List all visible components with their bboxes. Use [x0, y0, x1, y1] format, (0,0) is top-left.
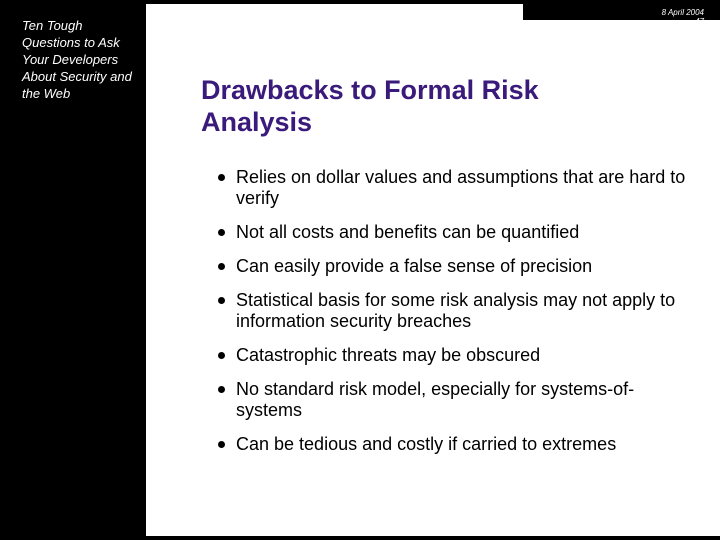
page-number: 47	[695, 17, 704, 26]
bullet-dot-icon	[218, 352, 225, 359]
bullet-item	[218, 256, 688, 277]
date-text: 8 April 2004	[661, 8, 704, 17]
bullet-item	[218, 345, 688, 366]
bullet-dot-icon	[218, 174, 225, 181]
bullet-item	[218, 379, 688, 421]
bullet-item	[218, 290, 688, 332]
bullet-item	[218, 167, 688, 209]
bullet-list	[218, 167, 688, 468]
bullet-text: No standard risk model, especially for systems-of-systems	[236, 379, 635, 420]
slide-title: Drawbacks to Formal Risk Analysis	[201, 75, 539, 137]
header-corner	[523, 4, 720, 26]
bullet-text: Catastrophic threats may be obscured	[236, 345, 541, 365]
bullet-item	[218, 434, 688, 455]
bullet-item	[218, 222, 688, 243]
bullet-text: Statistical basis for some risk analysis may not apply to information security breaches	[236, 290, 676, 331]
sidebar-title: Ten Tough Questions to Ask Your Developers About Security and the Web	[22, 18, 132, 101]
bullet-text: Not all costs and benefits can be quantified	[236, 222, 580, 242]
bullet-text: Can easily provide a false sense of precision	[236, 256, 593, 276]
bullet-dot-icon	[218, 297, 225, 304]
slide-panel	[146, 4, 720, 536]
bullet-dot-icon	[218, 441, 225, 448]
bullet-dot-icon	[218, 229, 225, 236]
bullet-text: Can be tedious and costly if carried to extremes	[236, 434, 617, 454]
bullet-dot-icon	[218, 263, 225, 270]
bullet-text: Relies on dollar values and assumptions that are hard to verify	[236, 167, 686, 208]
bullet-dot-icon	[218, 386, 225, 393]
date-stamp	[662, 8, 704, 26]
